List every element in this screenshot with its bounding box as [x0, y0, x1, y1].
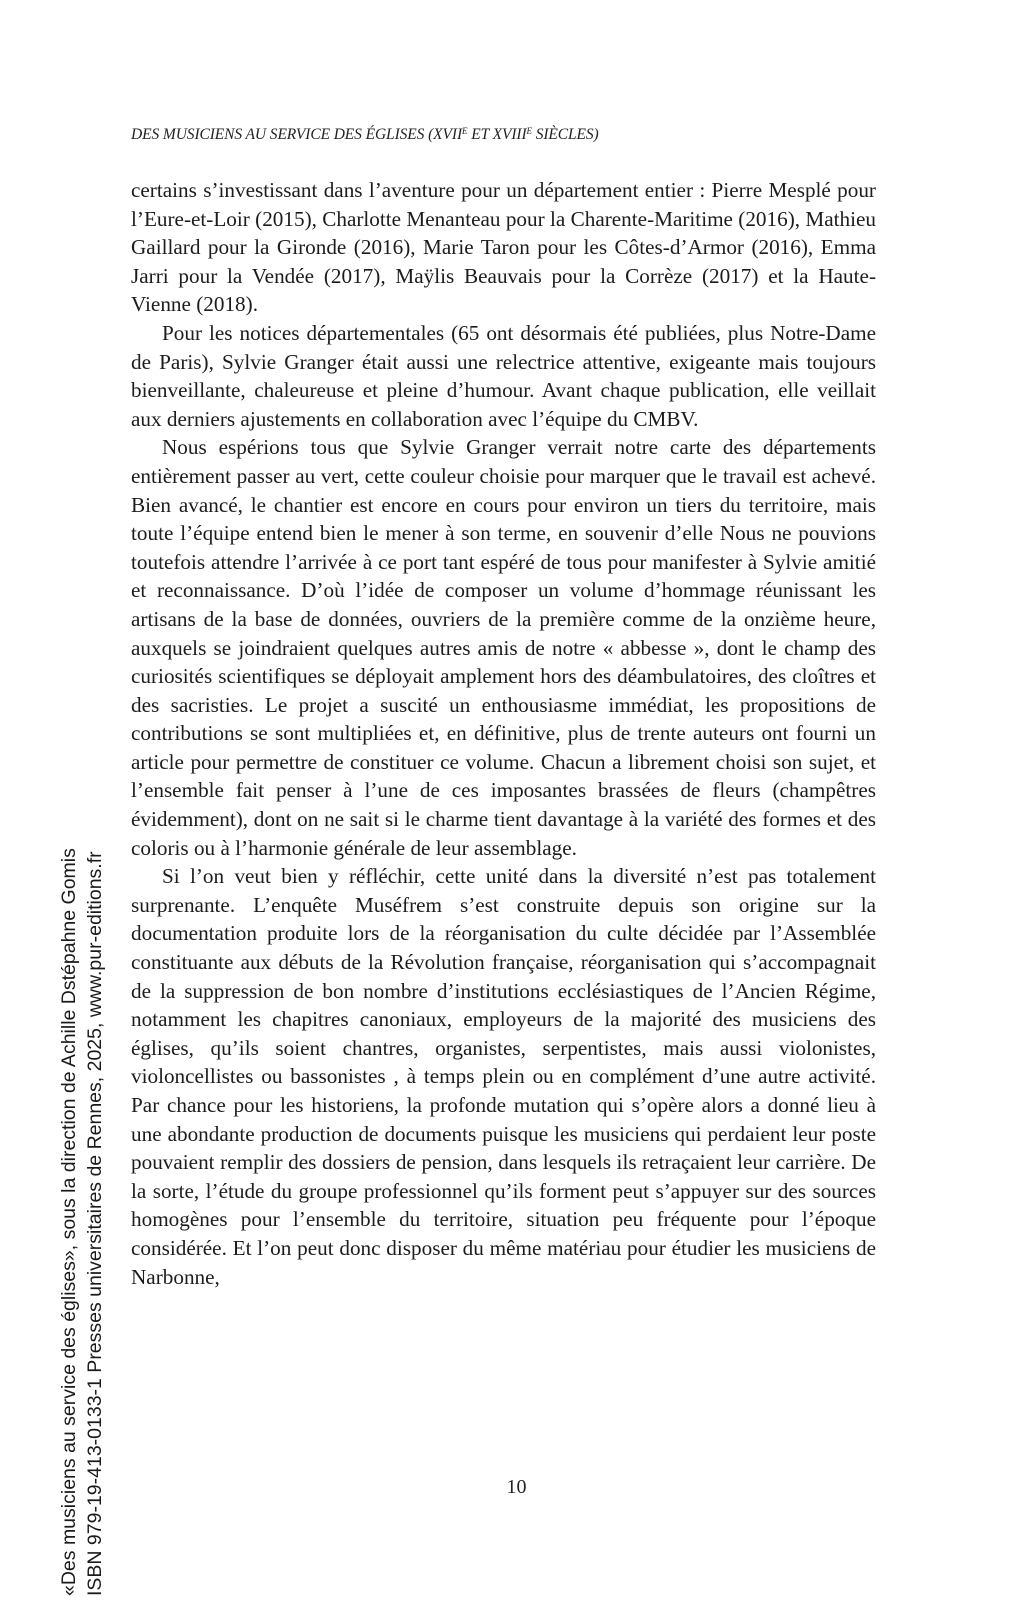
paragraph: Nous espérions tous que Sylvie Granger verrait notre carte des départements entièrement passer au vert, cette couleur choisie pour marquer que le travail est achevé. Bien avancé, le chantier est encore en cours pour environ un tiers du territoire, mais toute l’équipe entend bien le mener à son terme, en souvenir d’elle Nous ne pouvions toutefois attendre l’arrivée à ce port tant espéré de tous pour manifester à Sylvie amitié et reconnaissance. D’où l’idée de composer un volume d’hommage réunissant les artisans de la base de données, ouvriers de la première comme de la onzième heure, auxquels se joindraient quelques autres amis de notre « abbesse », dont le champ des curiosités scientifiques se déployait amplement hors des déambulatoires, des cloîtres et des sacristies. Le projet a suscité un enthousiasme immédiat, les propositions de contributions se sont multipliées et, en définitive, plus de trente auteurs ont fourni un article pour permettre de constituer ce volume. Chacun a librement choisi son sujet, et l’ensemble fait penser à l’une de ces imposantes brassées de fleurs (champêtres évidemment), dont on ne sait si le charme tient davantage à la variété des formes et des coloris ou à l’harmonie générale de leur assemblage. [131, 435, 876, 860]
body-text [131, 176, 876, 1291]
running-head-text: ET XVIII [467, 126, 527, 143]
paragraph: Pour les notices départementales (65 ont désormais été publiées, plus Notre-Dame de Paris), Sylvie Granger était aussi une relectrice attentive, exigeante mais toujours bienveillante, chaleureuse et pleine d’humour. Avant chaque publication, elle veillait aux derniers ajustements en collaboration avec l’équipe du CMBV. [131, 320, 876, 431]
side-copyright-note [56, 848, 108, 1596]
running-head-text: SIÈCLES) [531, 126, 599, 143]
paragraph: certains s’investissant dans l’aventure pour un département entier : Pierre Mesplé pour l’Eure-et-Loir (2015), Charlotte Menanteau pour la Charente-Maritime (2016), Mathieu Gaillard pour la Gironde (2016), Marie Taron pour les Côtes-d’Armor (2016), Emma Jarri pour la Vendée (2017), Maÿlis Beauvais pour la Corrèze (2017) et la Haute-Vienne (2018). [131, 178, 876, 317]
superscript-e: E [462, 126, 468, 136]
side-note-line: «Des musiciens au service des églises», sous la direction de Achille Dstépahne Gomis [58, 848, 80, 1596]
side-note-line: ISBN 979-19-413-0133-1 Presses universitaires de Rennes, 2025, www.pur-editions.fr [84, 851, 106, 1596]
paragraph: Si l’on veut bien y réfléchir, cette unité dans la diversité n’est pas totalement surprenante. L’enquête Muséfrem s’est construite depuis son origine sur la documentation produite lors de la réorganisation du culte décidée par l’Assemblée constituante aux débuts de la Révolution française, réorganisation qui s’accompagnait de la suppression de bon nombre d’institutions ecclésiastiques de l’Ancien Régime, notamment les chapitres canoniaux, employeurs de la majorité des musiciens des églises, qu’ils soient chantres, organistes, serpentistes, mais aussi violonistes, violoncellistes ou bassonistes , à temps plein ou en complément d’une autre activité. Par chance pour les historiens, la profonde mutation qui s’opère alors a donné lieu à une abondante production de documents puisque les musiciens qui perdaient leur poste pouvaient remplir des dossiers de pension, dans lesquels ils retraçaient leur carrière. De la sorte, l’étude du groupe professionnel qu’ils forment peut s’appuyer sur des sources homogènes pour l’ensemble du territoire, situation peu fréquente pour l’époque considérée. Et l’on peut donc disposer du même matériau pour étudier les musiciens de Narbonne, [131, 864, 876, 1289]
running-head [131, 126, 891, 144]
page-number: 10 [506, 1476, 527, 1498]
superscript-e: E [526, 126, 532, 136]
running-head-text: DES MUSICIENS AU SERVICE DES ÉGLISES (XVII [131, 126, 463, 143]
